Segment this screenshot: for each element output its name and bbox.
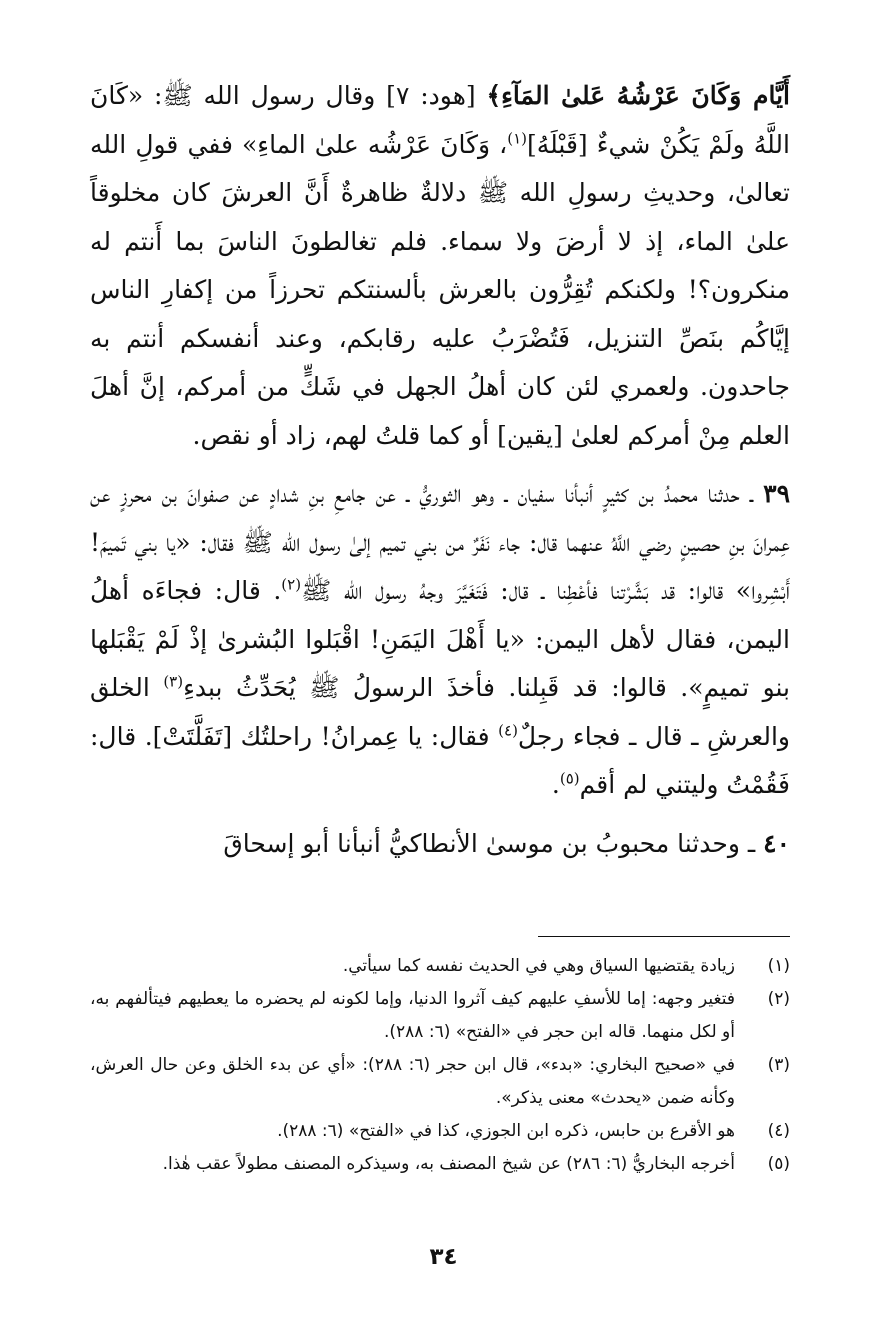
footnote-number: (٥) [767, 1154, 790, 1174]
footnote-number: (٢) [767, 989, 790, 1009]
hadith-number: ٣٩ [763, 479, 790, 508]
footnote-number: (٣) [767, 1055, 790, 1075]
footnote-ref-3: (٣) [163, 672, 184, 691]
hadith-39 [90, 470, 790, 810]
hadith-number: ٤٠ [763, 828, 790, 858]
footnote-text: في «صحيح البخاري: «بدء»، قال ابن حجر (٦: ٢٨٨): «أي عن بدء الخلق وعن حال العرش، وكأنه ضمن «يحدث» معنى يذكر». [90, 1055, 735, 1108]
footnote-text: هو الأقرع بن حابس، ذكره ابن الجوزي، كذا في «الفتح» (٦: ٢٨٨). [277, 1121, 735, 1141]
page-number: ٣٤ [429, 1244, 458, 1270]
quran-verse: أَيَّام وَكَانَ عَرْشُهُ عَلىٰ المَآءِ﴾ [486, 81, 790, 110]
footnote-text: فتغير وجهه: إما للأسفِ عليهم كيف آثروا الدنيا، وإما لكونه لم يحضره ما يعطيهم فيتألفهم به، أو لكل منهما. قاله ابن حجر في «الفتح» (٦: ٢٨٨). [90, 989, 735, 1042]
paragraph-text: فقال: يا عِمرانُ! راحلتُك [تَفَلَّتَتْ]. قال: فَقُمْتُ وليتني لم أقم [90, 721, 790, 799]
footnote-number: (٤) [767, 1121, 790, 1141]
footnote-item [90, 1049, 790, 1115]
footnote-text: زيادة يقتضيها السياق وهي في الحديث نفسه كما سيأتي. [342, 956, 735, 976]
paragraph-commentary [90, 72, 790, 460]
paragraph-text: ـ حدثنا محمدُ بن كثيرٍ أنبأنا سفيان ـ وهو الثوريُّ ـ عن جامعِ بنِ شدادٍ عن صفوانَ بن محرزٍ عن عِمرانَ بنِ حصينٍ رضي اللَّهُ عنهما قال: جاء نَفَرٌ من بني تميم إلىٰ رسول الله ﷺ فقال: «يا بني تَميمَ! أَبْشِروا» قالوا: قد بَشَّرْتنا فأعْطِنا ـ قال: فَتَغَيَّرَ وجهُ رسول الله ﷺ [90, 479, 790, 605]
footnotes [90, 950, 790, 1181]
footnote-text: أخرجه البخاريُّ (٦: ٢٨٦) عن شيخ المصنف به، وسيذكره المصنف مطولاً عقب هٰذا. [162, 1154, 735, 1174]
footnote-item [90, 983, 790, 1049]
footnote-item [90, 1148, 790, 1181]
paragraph-text: ـ وحدثنا محبوبُ بن موسىٰ الأنطاكيُّ أنبأنا أبو إسحاقَ [223, 828, 764, 858]
footnote-ref-1: (١) [507, 129, 527, 148]
footnote-ref-2: (٢) [281, 575, 302, 594]
paragraph-text: . [551, 770, 560, 799]
footnote-ref-5: (٥) [559, 769, 580, 788]
footnote-ref-4: (٤) [498, 721, 518, 740]
hadith-40 [90, 820, 790, 869]
footnote-divider [538, 936, 790, 937]
main-text [90, 72, 790, 868]
paragraph-text: الخلق والعرشِ ـ قال ـ فجاء رجلٌ [90, 673, 790, 751]
footnote-item [90, 1115, 790, 1148]
paragraph-text: [هود: ٧] وقال رسول الله ﷺ: «كَانَ اللَّهُ ولَمْ يَكُنْ شيءٌ [قَبْلَهُ] [90, 81, 790, 159]
paragraph-text: ، وَكَانَ عَرْشُه علىٰ الماءِ» ففي قولِ الله تعالىٰ، وحديثِ رسولِ الله ﷺ دلالةٌ ظاهرةٌ أَنَّ العرشَ كان مخلوقاً علىٰ الماء، إذ لا أرضَ ولا سماء. فلم تغالطونَ الناسَ بما أَنتم له منكرون؟! ولكنكم تُقِرُّون بالعرش بألسنتكم تحرزاً من إكفارِ الناس إيَّاكُم بنَصِّ التنزيل، فَتُضْرَبُ عليه رقابكم، وعند أنفسكم أنتم به جاحدون. ولعمري لئن كان أهلُ الجهل في شَكٍّ من أمركم، إنَّ أهلَ العلم مِنْ أمركم لعلىٰ [يقين] أو كما قلتُ لهم، زاد أو نقص. [90, 129, 790, 450]
footnote-item [90, 950, 790, 983]
paragraph-text: . قال: فجاءَه أهلُ اليمن، فقال لأهل اليمن: «يا أَهْلَ اليَمَنِ! اقْبَلوا البُشرىٰ إذْ لَمْ يَقْبَلها بنو تميمٍ». قالوا: قد قَبِلنا. فأخذَ الرسولُ ﷺ يُحَدِّثُ ببدءِ [90, 576, 790, 702]
footnote-number: (١) [767, 956, 790, 976]
